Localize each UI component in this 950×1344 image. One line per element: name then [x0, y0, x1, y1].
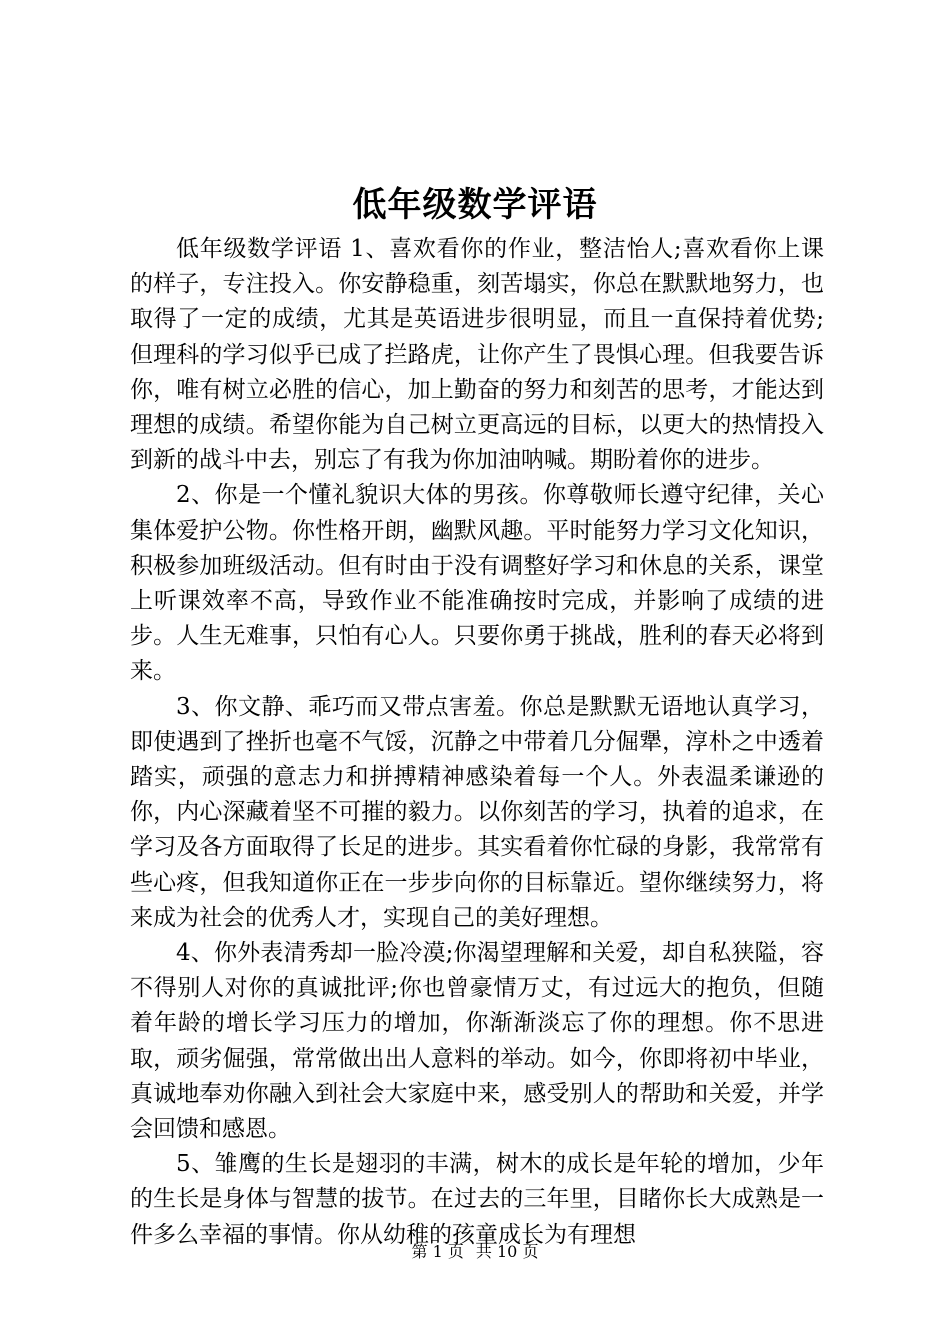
paragraph-2: 2、你是一个懂礼貌识大体的男孩。你尊敬师长遵守纪律，关心集体爱护公物。你性格开朗，幽默风趣。平时能努力学习文化知识，积极参加班级活动。但有时由于没有调整好学习和休息的关系，课堂上听课效率不高，导致作业不能准确按时完成，并影响了成绩的进步。人生无难事，只怕有心人。只要你勇于挑战，胜利的春天必将到来。	[130, 482, 824, 685]
document-title: 低年级数学评语	[352, 185, 598, 225]
page-total: 共 10 页	[475, 1242, 539, 1261]
page-number: 第 1 页	[411, 1242, 464, 1261]
page-footer	[0, 1240, 950, 1264]
paragraph-5: 5、雏鹰的生长是翅羽的丰满，树木的成长是年轮的增加，少年的生长是身体与智慧的拔节。在过去的三年里，目睹你长大成熟是一件多么幸福的事情。你从幼稚的孩童成长为有理想	[130, 1151, 824, 1248]
paragraph-1: 低年级数学评语 1、喜欢看你的作业，整洁怡人;喜欢看你上课的样子，专注投入。你安静稳重，刻苦塌实，你总在默默地努力，也取得了一定的成绩，尤其是英语进步很明显，而且一直保持着优势;但理科的学习似乎已成了拦路虎，让你产生了畏惧心理。但我要告诉你，唯有树立必胜的信心，加上勤奋的努力和刻苦的思考，才能达到理想的成绩。希望你能为自己树立更高远的目标，以更大的热情投入到新的战斗中去，别忘了有我为你加油呐喊。期盼着你的进步。	[130, 236, 824, 474]
paragraph-3: 3、你文静、乖巧而又带点害羞。你总是默默无语地认真学习，即使遇到了挫折也毫不气馁，沉静之中带着几分倔犟，淳朴之中透着踏实，顽强的意志力和拼搏精神感染着每一个人。外表温柔谦逊的你，内心深藏着坚不可摧的毅力。以你刻苦的学习，执着的追求，在学习及各方面取得了长足的进步。其实看着你忙碌的身影，我常常有些心疼，但我知道你正在一步步向你的目标靠近。望你继续努力，将来成为社会的优秀人才，实现自己的美好理想。	[130, 693, 824, 931]
document-body	[130, 232, 824, 1253]
paragraph-4: 4、你外表清秀却一脸冷漠;你渴望理解和关爱，却自私狭隘，容不得别人对你的真诚批评;你也曾豪情万丈，有过远大的抱负，但随着年龄的增长学习压力的增加，你渐渐淡忘了你的理想。你不思进取，顽劣倔强，常常做出出人意料的举动。如今，你即将初中毕业，真诚地奉劝你融入到社会大家庭中来，感受别人的帮助和关爱，并学会回馈和感恩。	[130, 940, 824, 1143]
